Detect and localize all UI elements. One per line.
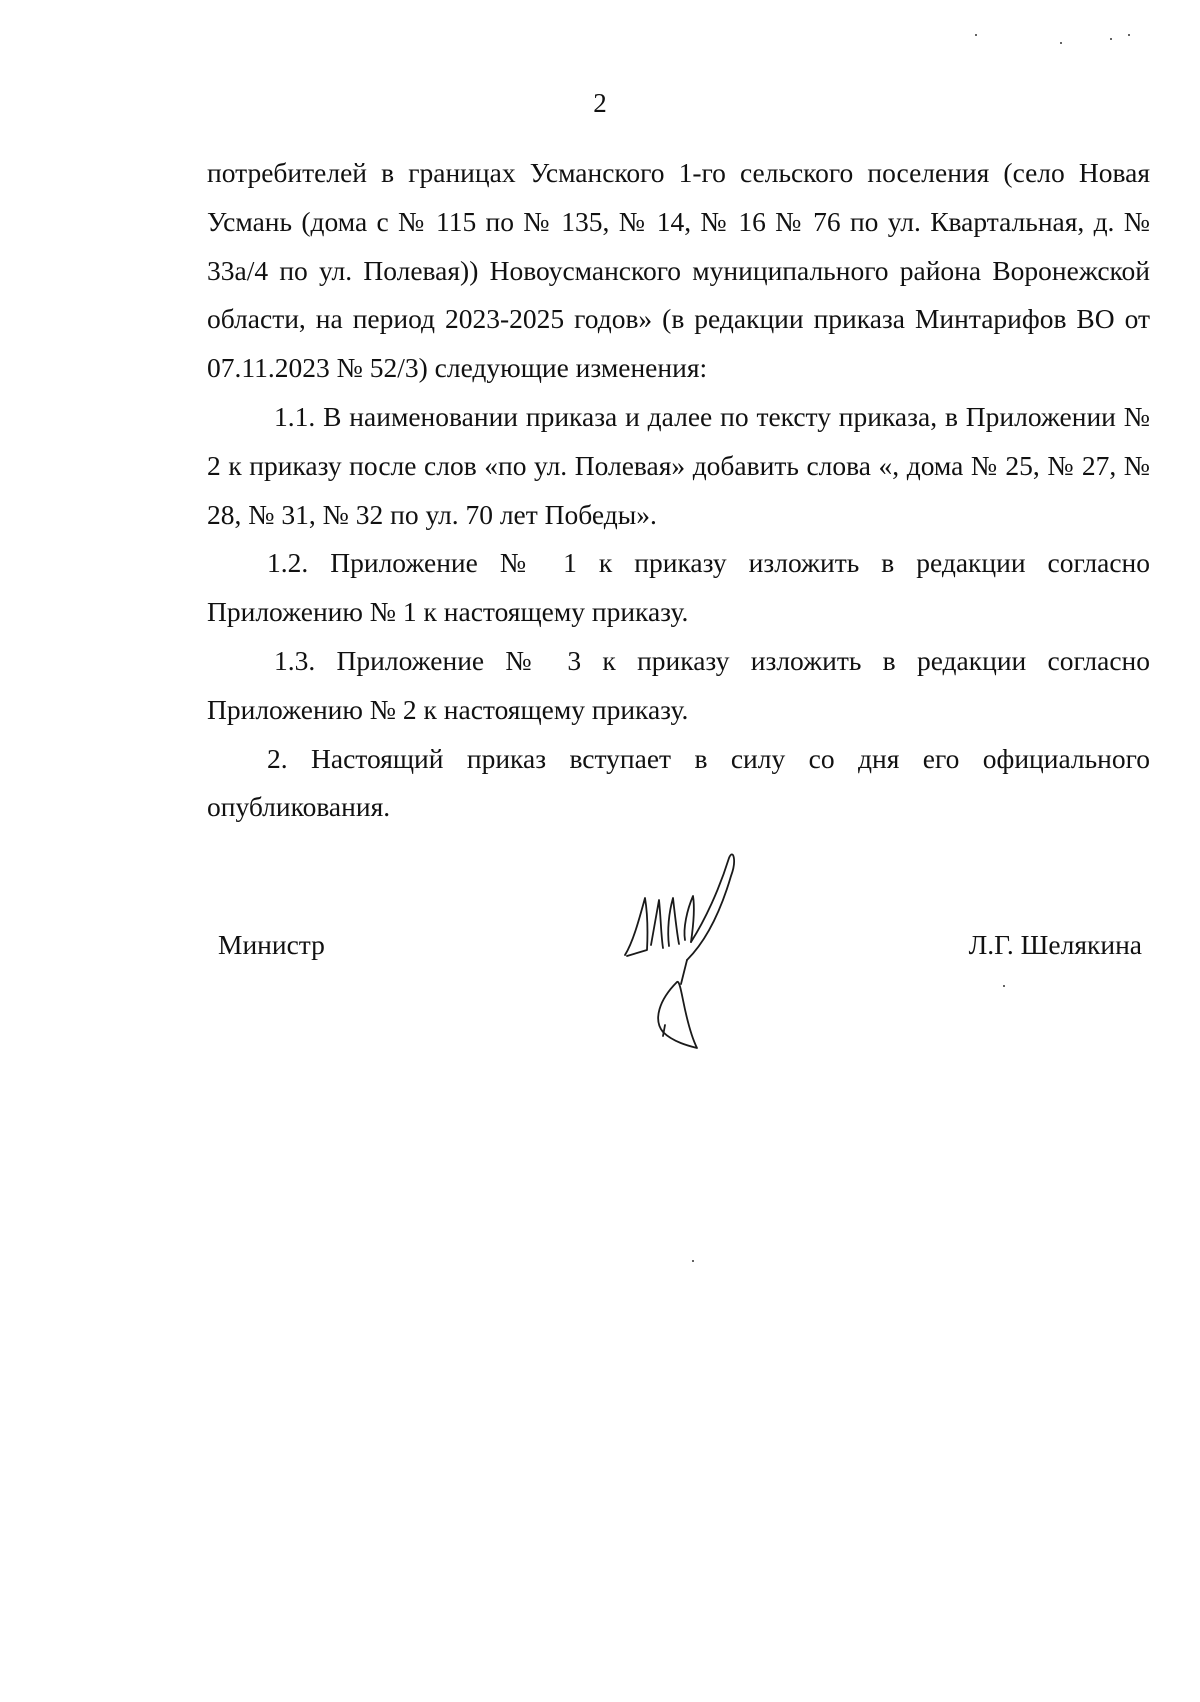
scan-speck bbox=[1003, 985, 1005, 987]
signature-row bbox=[0, 925, 1200, 985]
scan-speck bbox=[975, 34, 977, 36]
paragraph-1-3: 1.3. Приложение № 3 к приказу изложить в редакции согласно Приложению № 2 к настоящему приказу. bbox=[207, 644, 1150, 725]
paragraph-intro: потребителей в границах Усманского 1-го сельского поселения (село Новая Усмань (дома с № 115 по № 135, № 14, № 16 № 76 по ул. Квартальная, д. № 33а/4 по ул. Полевая)) Новоусманского муниципального района Воронежской области, на период 2023-2025 годов» (в редакции приказа Минтарифов ВО от 07.11.2023 № 52/3) следующие изменения: bbox=[207, 157, 1150, 384]
scan-speck bbox=[1128, 34, 1130, 36]
signer-title: Министр bbox=[218, 929, 325, 960]
paragraph-2: 2. Настоящий приказ вступает в силу со дня его официального опубликования. bbox=[207, 742, 1150, 823]
scan-speck bbox=[1060, 42, 1062, 44]
paragraph-1-1: 1.1. В наименовании приказа и далее по тексту приказа, в Приложении № 2 к приказу после слов «по ул. Полевая» добавить слова «, дома № 25, № 27, № 28, № 31, № 32 по ул. 70 лет Победы». bbox=[207, 400, 1150, 530]
scan-speck bbox=[692, 1260, 694, 1262]
signer-name: Л.Г. Шелякина bbox=[968, 929, 1142, 960]
paragraph-1-2: 1.2. Приложение № 1 к приказу изложить в редакции согласно Приложению № 1 к настоящему приказу. bbox=[207, 547, 1150, 628]
document-body bbox=[207, 149, 1150, 832]
scan-speck bbox=[1110, 38, 1112, 40]
handwritten-signature-icon bbox=[615, 850, 755, 1050]
page-number: 2 bbox=[593, 88, 607, 118]
